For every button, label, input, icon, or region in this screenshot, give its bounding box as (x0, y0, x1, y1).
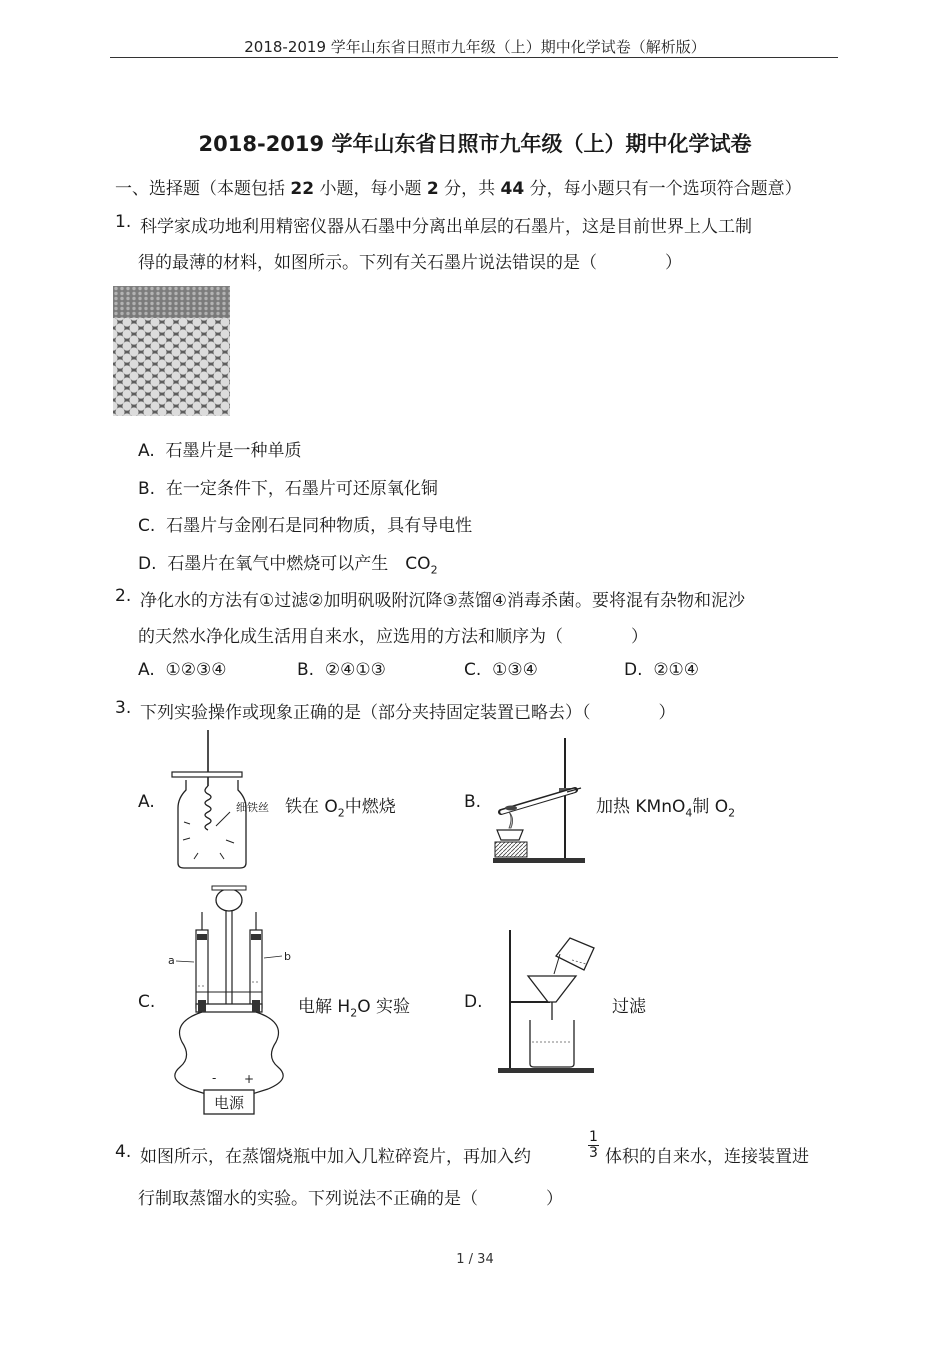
q1-option-a[interactable] (138, 436, 302, 461)
option-letter: B. (297, 660, 315, 680)
option-text: ②①④ (653, 660, 700, 680)
header-rule (110, 57, 838, 58)
option-letter: C. (138, 516, 156, 536)
option-letter: D. (624, 660, 643, 680)
q2-option-c[interactable] (464, 660, 538, 680)
running-header: 2018-2019 学年山东省日照市九年级（上）期中化学试卷（解析版） (244, 38, 706, 56)
option-letter: C. (464, 660, 482, 680)
fraction-denominator: 3 (589, 1145, 598, 1161)
q2-number: 2. (115, 586, 132, 606)
q3-option-b-text (596, 792, 735, 819)
negative-terminal: - (212, 1071, 217, 1085)
q4-line1-a: 如图所示，在蒸馏烧瓶中加入几粒碎瓷片，再加入约 (140, 1147, 531, 1167)
option-text: 电解 H (298, 997, 351, 1017)
iron-burning-apparatus (168, 728, 286, 874)
option-letter: A. (138, 441, 155, 461)
option-text: ①②③④ (165, 660, 227, 680)
option-text: 在一定条件下，石墨片可还原氧化铜 (165, 479, 438, 499)
subscript: 2 (350, 1006, 358, 1020)
option-letter: D. (138, 554, 157, 574)
option-text: 石墨片在氧气中燃烧可以产生 CO (167, 554, 431, 574)
section-points: 2 (426, 179, 439, 199)
q1-option-b[interactable] (138, 474, 438, 499)
q2-option-a[interactable] (138, 660, 227, 680)
section-heading (115, 174, 802, 199)
option-text: ①③④ (492, 660, 538, 680)
q3-option-a-letter[interactable]: A. (138, 792, 155, 812)
section-count: 22 (290, 179, 315, 199)
q3-option-d-text: 过滤 (612, 997, 646, 1017)
subscript: 2 (728, 806, 736, 820)
q3-option-a-text (285, 792, 396, 819)
graphene-image (113, 286, 230, 416)
q1-number: 1. (115, 212, 132, 232)
positive-terminal: + (244, 1072, 255, 1086)
q4-number: 4. (115, 1142, 132, 1162)
electrolysis-apparatus (162, 882, 296, 1120)
q2-option-d[interactable] (624, 660, 699, 680)
option-text: 铁在 O (285, 797, 338, 817)
fraction-numerator: 1 (589, 1129, 598, 1145)
q3-option-d-letter[interactable]: D. (464, 992, 483, 1012)
q3-line1: 下列实验操作或现象正确的是（部分夹持固定装置已略去）（ ） (140, 703, 676, 723)
option-text: 石墨片是一种单质 (165, 441, 302, 461)
q3-option-b-letter[interactable]: B. (464, 792, 482, 812)
subscript: 2 (337, 806, 345, 820)
section-heading-text: 分，共 (438, 179, 501, 199)
q1-line2: 得的最薄的材料，如图所示。下列有关石墨片说法错误的是（ ） (138, 253, 682, 273)
page-number: 1 / 34 (456, 1252, 494, 1267)
q1-option-d[interactable] (138, 549, 438, 576)
q4-line2: 行制取蒸馏水的实验。下列说法不正确的是（ ） (138, 1189, 563, 1209)
option-text: 加热 KMnO (596, 797, 686, 817)
subscript: 4 (685, 806, 693, 820)
kmno4-heating-apparatus (487, 732, 591, 866)
electrode-label-b: b (284, 950, 291, 963)
section-heading-text: 分，每小题只有一个选项符合题意） (524, 179, 802, 199)
q2-line2: 的天然水净化成生活用自来水，应选用的方法和顺序为（ ） (138, 627, 648, 647)
filtration-apparatus (494, 926, 614, 1076)
option-text: 石墨片与金刚石是同种物质，具有导电性 (166, 516, 473, 536)
option-letter: B. (138, 479, 156, 499)
q2-option-b[interactable] (297, 660, 386, 680)
option-text: 中燃烧 (344, 797, 396, 817)
option-text: ②④①③ (324, 660, 386, 680)
q1-line1: 科学家成功地利用精密仪器从石墨中分离出单层的石墨片，这是目前世界上人工制 (140, 217, 752, 237)
fig-label-iron-wire: 细铁丝 (236, 801, 269, 814)
q1-option-c[interactable] (138, 511, 472, 536)
subscript: 2 (430, 563, 438, 577)
q4-line1-b: 体积的自来水，连接装置进 (605, 1147, 809, 1167)
option-text: O 实验 (357, 997, 410, 1017)
option-text: 制 O (692, 797, 729, 817)
q3-number: 3. (115, 698, 132, 718)
section-heading-text: 一、选择题（本题包括 (115, 179, 291, 199)
q3-option-c-text (298, 992, 410, 1019)
option-letter: A. (138, 660, 155, 680)
fraction-one-third (588, 1130, 599, 1161)
q2-line1: 净化水的方法有①过滤②加明矾吸附沉降③蒸馏④消毒杀菌。要将混有杂物和泥沙 (140, 591, 745, 611)
section-heading-text: 小题，每小题 (314, 179, 427, 199)
power-source-label: 电源 (213, 1094, 245, 1112)
section-total: 44 (500, 179, 525, 199)
electrode-label-a: a (168, 954, 175, 967)
exam-title: 2018-2019 学年山东省日照市九年级（上）期中化学试卷 (198, 132, 752, 156)
q3-option-c-letter[interactable]: C. (138, 992, 156, 1012)
